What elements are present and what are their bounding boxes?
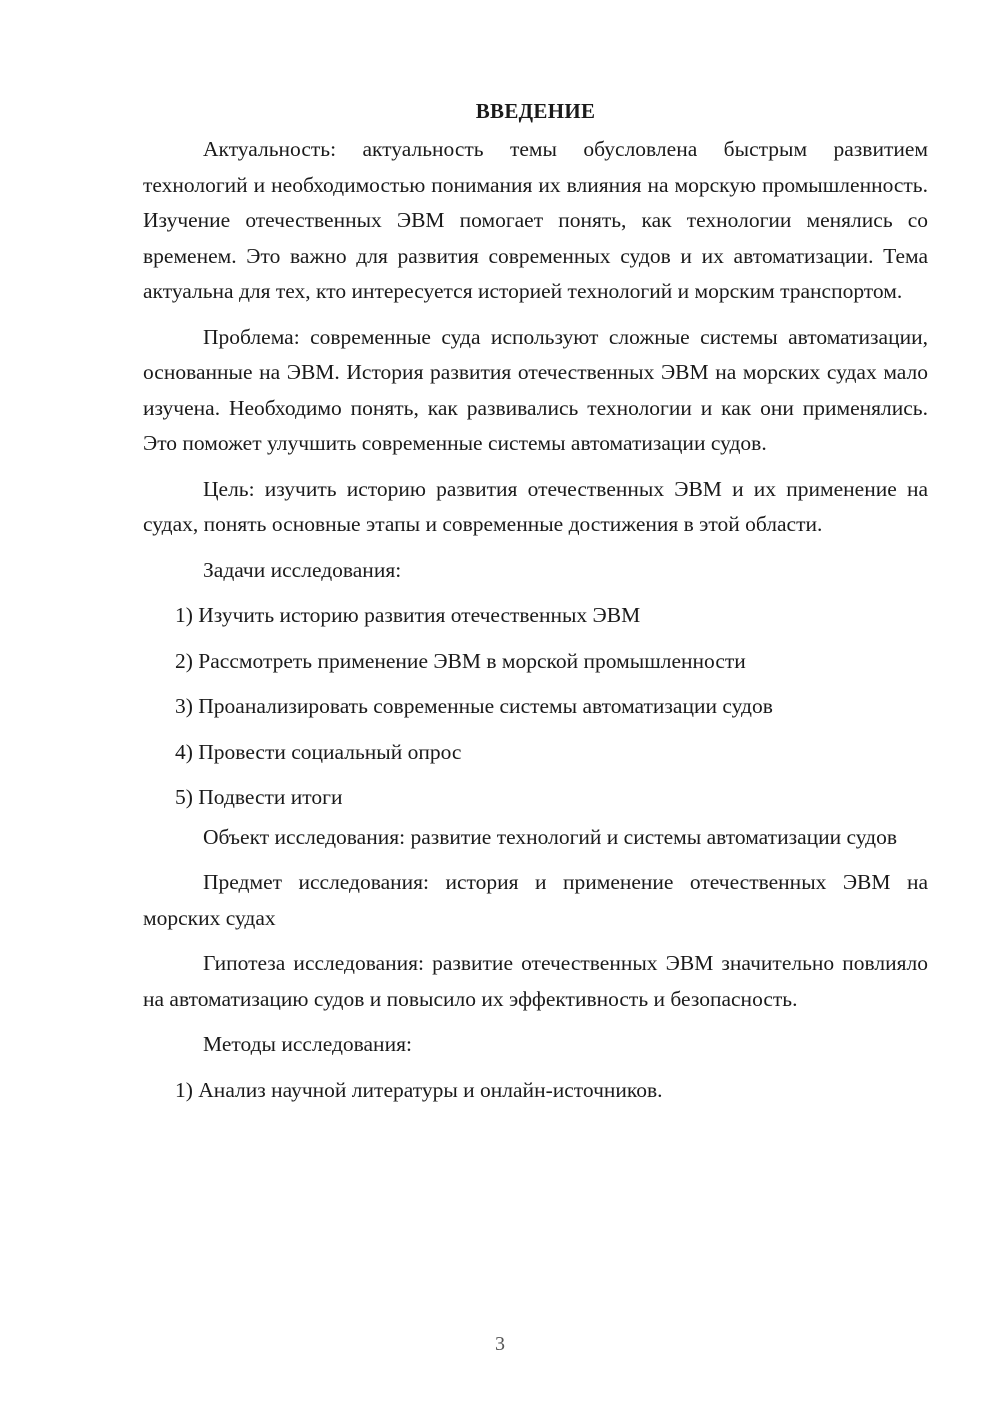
list-item: 3) Проанализировать современные системы автоматизации судов	[175, 694, 773, 718]
tasks-list	[143, 598, 928, 816]
hypothesis-paragraph: Гипотеза исследования: развитие отечественных ЭВМ значительно повлияло на автоматизацию судов и повысило их эффективность и безопасность.	[143, 951, 928, 1011]
goal-paragraph: Цель: изучить историю развития отечественных ЭВМ и их применение на судах, понять основные этапы и современные достижения в этой области.	[143, 476, 928, 536]
page-content	[143, 94, 928, 1118]
problem-paragraph: Проблема: современные суда используют сложные системы автоматизации, основанные на ЭВМ. История развития отечественных ЭВМ на морских судах мало изучена. Необходимо понять, как развивались технологии и как они применялись. Это поможет улучшить современные системы автоматизации судов.	[143, 324, 928, 455]
list-item: 5) Подвести итоги	[175, 785, 343, 809]
list-item: 4) Провести социальный опрос	[175, 739, 462, 764]
actuality-paragraph: Актуальность: актуальность темы обусловлена быстрым развитием технологий и необходимостью понимания их влияния на морскую промышленность. Изучение отечественных ЭВМ помогает понять, как технологии менялись со временем. Это важно для развития современных судов и их автоматизации. Тема актуальна для тех, кто интересуется историей технологий и морским транспортом.	[143, 137, 928, 303]
list-item: 1) Анализ научной литературы и онлайн-источников.	[175, 1077, 663, 1102]
object-paragraph: Объект исследования: развитие технологий и системы автоматизации судов	[203, 824, 897, 849]
methods-heading: Методы исследования:	[203, 1032, 412, 1056]
subject-paragraph: Предмет исследования: история и применение отечественных ЭВМ на морских судах	[143, 870, 928, 930]
list-item: 1) Изучить историю развития отечественных ЭВМ	[175, 603, 641, 627]
page-number: 3	[495, 1333, 505, 1355]
section-title: ВВЕДЕНИЕ	[475, 99, 596, 123]
methods-list	[143, 1073, 928, 1109]
list-item: 2) Рассмотреть применение ЭВМ в морской промышленности	[175, 648, 746, 673]
tasks-heading: Задачи исследования:	[203, 557, 402, 582]
